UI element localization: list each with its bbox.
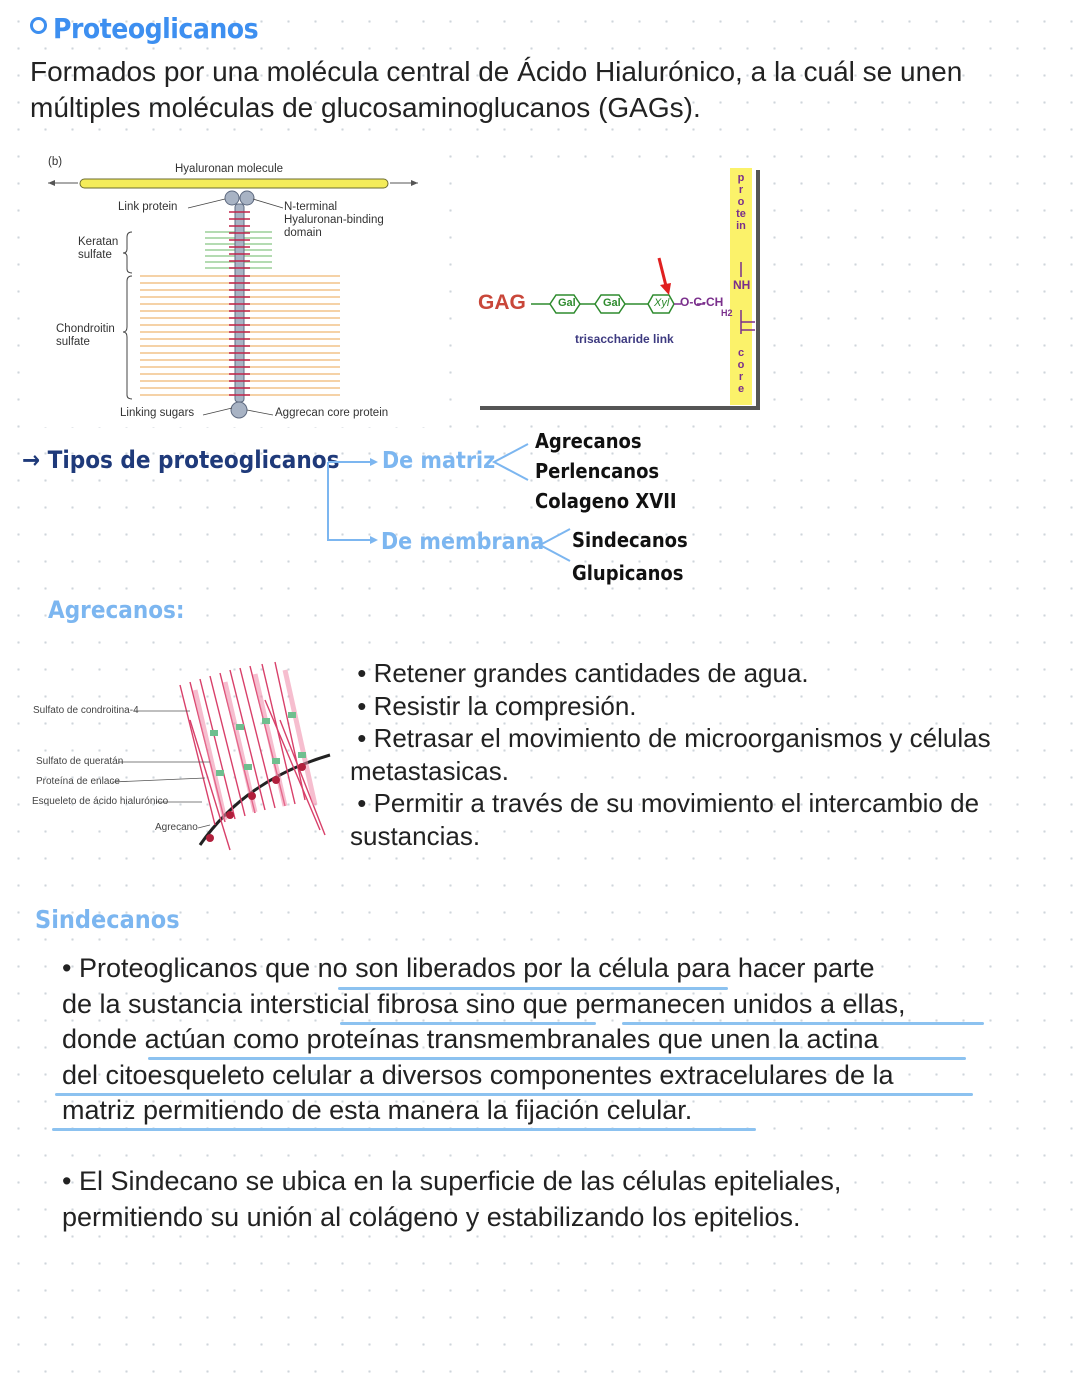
- agrecano-figure: [30, 660, 335, 860]
- bullet-text: Retener grandes cantidades de agua.: [373, 658, 809, 688]
- bullet-text: Resistir la compresión.: [373, 690, 637, 721]
- paragraph-line: matriz permitiendo de esta manera la fijación celular.: [62, 1095, 693, 1125]
- aggregate-figure: [40, 152, 425, 427]
- n-terminal-line2: Hyaluronan-binding: [284, 214, 384, 226]
- section-title: [30, 12, 258, 45]
- queratan-label: Sulfato de queratán: [36, 756, 124, 767]
- paragraph-line: permitiendo su unión al colágeno y estabilizando los epitelios.: [62, 1201, 801, 1232]
- bullet-text: Retrasar el movimiento de microorganismos y células: [373, 723, 991, 753]
- core-vertical-label: core: [737, 347, 745, 395]
- arrow-right-icon: →: [22, 446, 41, 474]
- agrecanos-bullets: [350, 657, 1050, 852]
- membrana-label: De membrana: [381, 529, 545, 555]
- bullet-item: • Resistir la compresión.: [350, 690, 637, 721]
- matriz-fork: [490, 440, 530, 490]
- enlace-label: Proteína de enlace: [36, 776, 120, 787]
- n-terminal-line1: N-terminal: [284, 201, 338, 213]
- agrecano-label: Agrecano: [155, 822, 198, 833]
- membrana-item: Glupicanos: [572, 561, 684, 585]
- intro-paragraph: Formados por una molécula central de Ácido Hialurónico, a la cuál se unen múltiples moléculas de glucosaminoglucanos (GAGs).: [30, 56, 963, 123]
- paragraph-line: de la sustancia intersticial fibrosa sino que permanecen unidos a ellas,: [62, 988, 906, 1019]
- link-protein-label: Link protein: [118, 201, 178, 213]
- title-text: Proteoglicanos: [53, 12, 259, 45]
- linking-sugars-label: Linking sugars: [120, 407, 195, 419]
- gag-link-svg: [475, 162, 765, 414]
- esqueleto-label: Esqueleto de ácido hialurónico: [32, 796, 169, 807]
- gal1-label: Gal: [558, 297, 576, 309]
- keratan-label: [78, 236, 118, 262]
- matriz-item: Perlencanos: [535, 459, 660, 483]
- hyaluronan-label: Hyaluronan molecule: [175, 163, 284, 175]
- h2-label: H2: [721, 308, 733, 318]
- panel-label: (b): [48, 156, 63, 168]
- chondroitin-label: [56, 323, 115, 349]
- keratan-line1: Keratan: [78, 236, 119, 248]
- protein-vertical-label: protein: [736, 172, 746, 232]
- matriz-item: Agrecanos: [535, 429, 642, 453]
- sindecanos-paragraph-2: [62, 1164, 1052, 1235]
- membrana-items: [572, 524, 688, 590]
- agrecanos-title: Agrecanos:: [48, 596, 185, 624]
- nh-label: NH: [733, 278, 751, 292]
- sindecanos-title: Sindecanos: [35, 905, 180, 934]
- paragraph-line: donde actúan como proteínas transmembranales que unen la actina: [62, 1024, 879, 1054]
- n-terminal-line3: domain: [284, 227, 322, 239]
- types-label: [22, 446, 339, 474]
- membrana-item: Sindecanos: [572, 528, 688, 552]
- gag-label: GAG: [478, 291, 526, 314]
- paragraph-line: del citoesqueleto celular a diversos componentes extracelulares de la: [62, 1059, 894, 1090]
- keratan-line2: sulfate: [78, 249, 112, 261]
- xyl-label: Xyl: [654, 297, 670, 309]
- bullet-item: • Retrasar el movimiento de microorganismos y células: [350, 723, 991, 753]
- core-protein-label: Aggrecan core protein: [275, 407, 389, 419]
- paragraph-line: • El Sindecano se ubica en la superficie de las células epiteliales,: [62, 1166, 842, 1196]
- matriz-label: De matriz: [382, 448, 496, 474]
- chondroitin-line2: sulfate: [56, 336, 90, 348]
- bullet-circle-icon: [30, 17, 47, 34]
- types-label-text: Tipos de proteoglicanos: [47, 446, 340, 474]
- aggregate-svg: [40, 152, 425, 427]
- gal2-label: Gal: [603, 297, 621, 309]
- bullet-continuation: sustancias.: [350, 820, 481, 851]
- sindecanos-paragraph-1: [62, 951, 1052, 1129]
- matriz-items: [535, 426, 677, 516]
- membrana-fork: [536, 525, 572, 567]
- bullet-text: Permitir a través de su movimiento el intercambio de: [373, 788, 980, 818]
- condroitina-label: Sulfato de condroitina-4: [33, 705, 139, 716]
- bullet-item: • Retener grandes cantidades de agua.: [350, 658, 809, 688]
- occh-label: O-C-CH: [680, 295, 724, 309]
- gag-link-figure: [475, 162, 765, 414]
- matriz-item: Colageno XVII: [535, 489, 677, 513]
- paragraph-line: • Proteoglicanos que no son liberados por la célula para hacer parte: [62, 953, 875, 983]
- n-terminal-label: [284, 201, 384, 240]
- types-bracket: [320, 448, 380, 548]
- bullet-continuation: metastasicas.: [350, 755, 509, 786]
- trisaccharide-label: trisaccharide link: [575, 332, 674, 346]
- chondroitin-line1: Chondroitin: [56, 323, 115, 335]
- bullet-item: • Permitir a través de su movimiento el intercambio de: [350, 788, 980, 818]
